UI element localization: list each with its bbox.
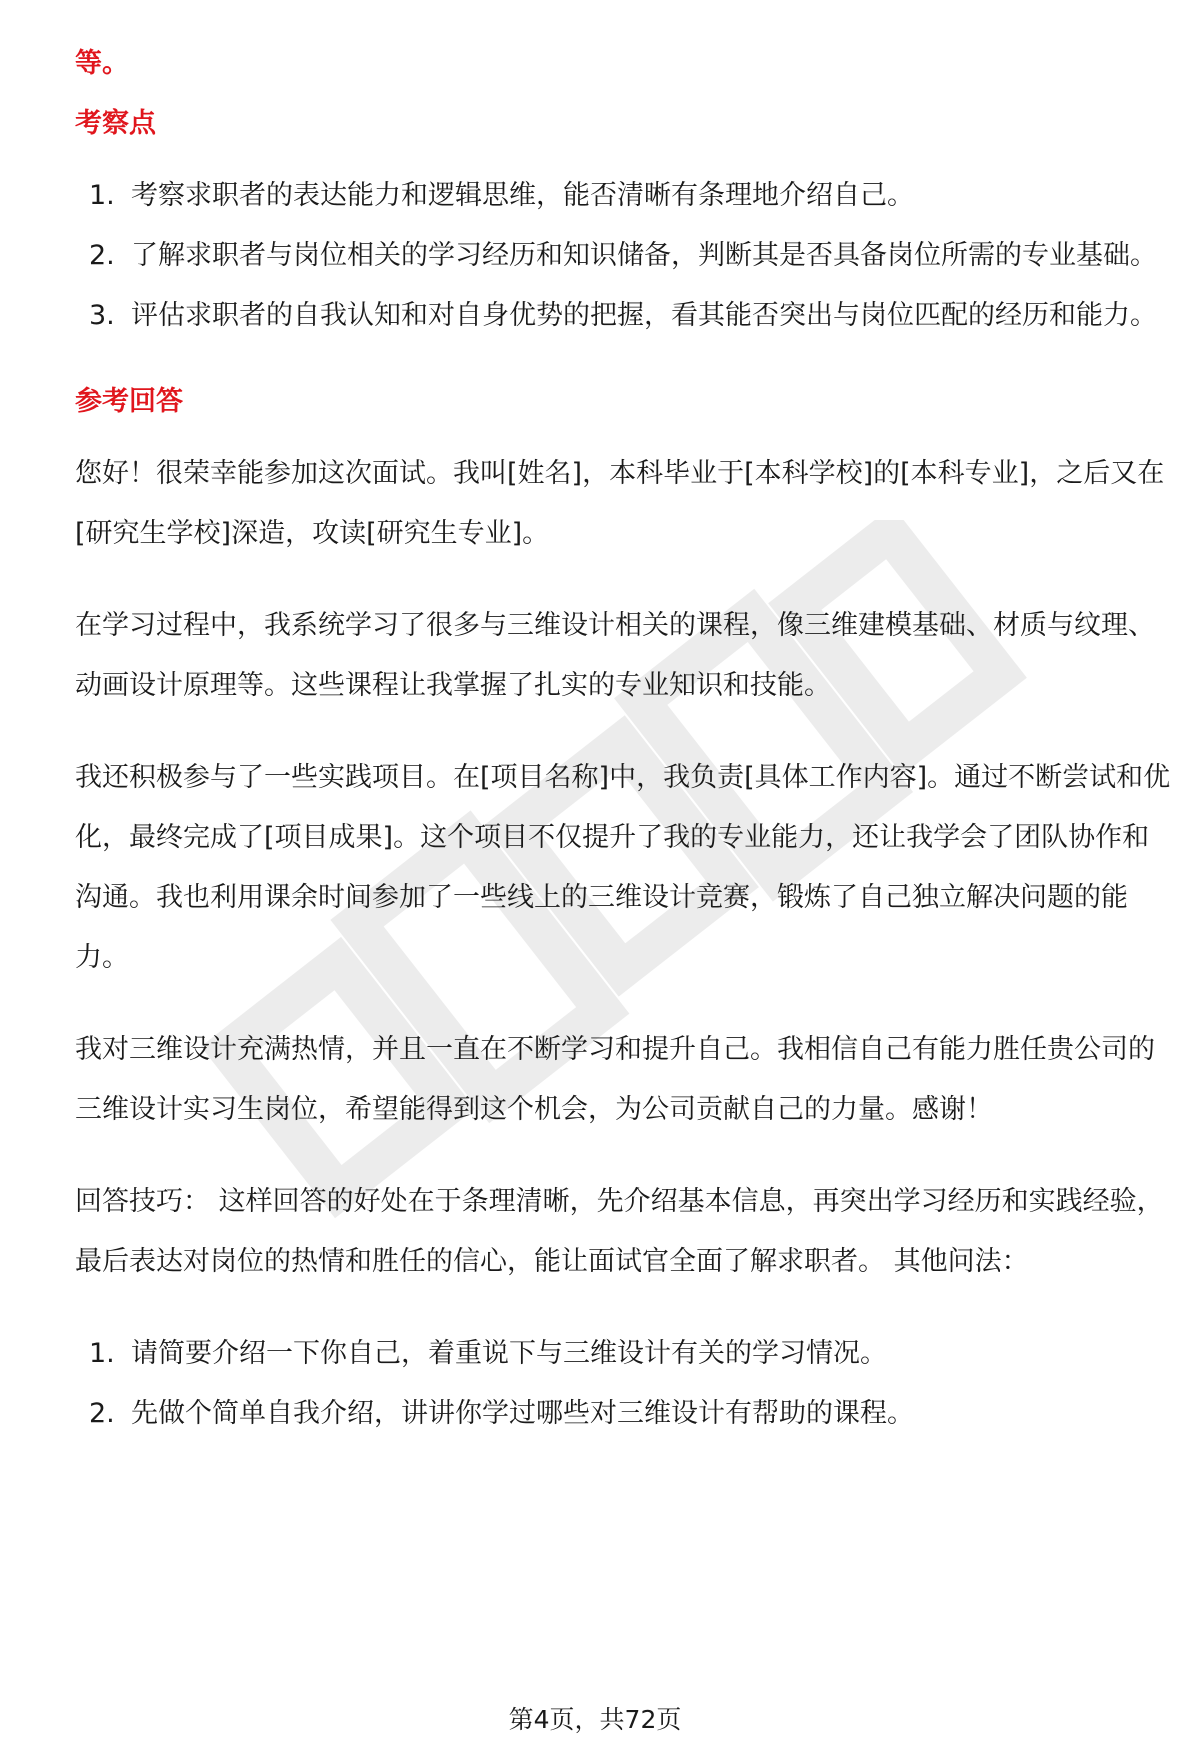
page-number-footer: 第4页，共72页 bbox=[508, 1705, 682, 1734]
list-item bbox=[75, 1384, 1175, 1444]
other-questions-list bbox=[75, 1324, 1175, 1444]
answer-paragraph: 您好！很荣幸能参加这次面试。我叫[姓名]，本科毕业于[本科学校]的[本科专业]，之后又在[研究生学校]深造，攻读[研究生专业]。 bbox=[75, 458, 1165, 549]
list-item bbox=[75, 166, 1175, 226]
answer-tips-paragraph: 回答技巧： 这样回答的好处在于条理清晰，先介绍基本信息，再突出学习经历和实践经验，最后表达对岗位的热情和胜任的信心，能让面试官全面了解求职者。 其他问法： bbox=[75, 1186, 1164, 1277]
list-item-number: 2. bbox=[89, 240, 115, 271]
list-item-number: 1. bbox=[89, 1338, 115, 1369]
list-item-number: 2. bbox=[89, 1398, 115, 1429]
answer-paragraph: 在学习过程中，我系统学习了很多与三维设计相关的课程，像三维建模基础、材质与纹理、动画设计原理等。这些课程让我掌握了扎实的专业知识和技能。 bbox=[75, 610, 1155, 701]
section-heading-exam-points: 考察点 bbox=[75, 108, 156, 139]
list-item-text: 考察求职者的表达能力和逻辑思维，能否清晰有条理地介绍自己。 bbox=[131, 180, 914, 211]
list-item-text: 评估求职者的自我认知和对自身优势的把握，看其能否突出与岗位匹配的经历和能力。 bbox=[131, 300, 1157, 331]
document-content bbox=[75, 44, 1175, 1444]
list-item-number: 1. bbox=[89, 180, 115, 211]
answer-paragraph: 我对三维设计充满热情，并且一直在不断学习和提升自己。我相信自己有能力胜任贵公司的三维设计实习生岗位，希望能得到这个机会，为公司贡献自己的力量。感谢！ bbox=[75, 1034, 1155, 1125]
list-item-text: 了解求职者与岗位相关的学习经历和知识储备，判断其是否具备岗位所需的专业基础。 bbox=[131, 240, 1157, 271]
list-item-text: 先做个简单自我介绍，讲讲你学过哪些对三维设计有帮助的课程。 bbox=[131, 1398, 914, 1429]
exam-points-list bbox=[75, 166, 1175, 346]
list-item-number: 3. bbox=[89, 300, 115, 331]
section-heading-reference-answer: 参考回答 bbox=[75, 386, 183, 417]
list-item bbox=[75, 226, 1175, 286]
list-item-text: 请简要介绍一下你自己，着重说下与三维设计有关的学习情况。 bbox=[131, 1338, 887, 1369]
intro-fragment: 等。 bbox=[75, 48, 129, 79]
list-item bbox=[75, 286, 1175, 346]
answer-paragraph: 我还积极参与了一些实践项目。在[项目名称]中，我负责[具体工作内容]。通过不断尝试和优化，最终完成了[项目成果]。这个项目不仅提升了我的专业能力，还让我学会了团队协作和沟通。我也利用课余时间参加了一些线上的三维设计竞赛，锻炼了自己独立解决问题的能力。 bbox=[75, 762, 1171, 973]
list-item bbox=[75, 1324, 1175, 1384]
